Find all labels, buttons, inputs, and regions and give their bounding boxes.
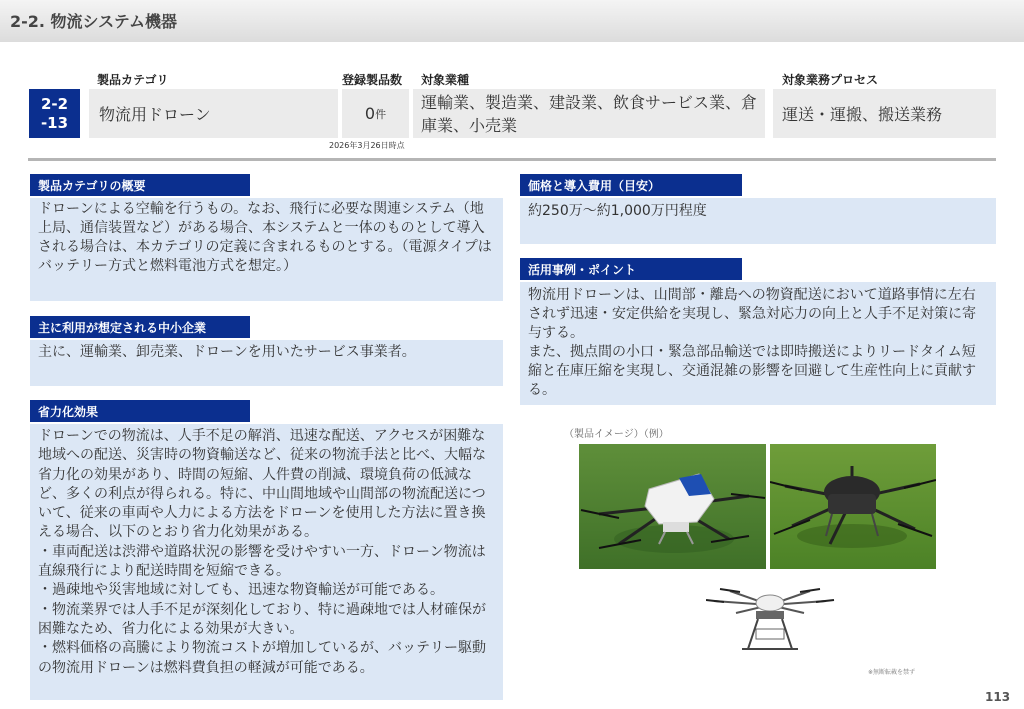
process-cell — [773, 89, 996, 138]
price-heading: 価格と導入費用（目安） — [520, 174, 742, 196]
usage-body: 物流用ドローンは、山間部・離島への物資配送において道路事情に左右されず迅速・安定供給を実現し、緊急対応力の向上と人手不足対策に寄与する。 また、拠点間の小口・緊急部品輸送では即時搬送によりリードタイム短縮と在庫圧縮を実現し、交通混雑の影響を回避して生産性向上に貢献する。 — [520, 282, 996, 405]
divider — [28, 158, 996, 161]
overview-heading: 製品カテゴリの概要 — [30, 174, 250, 196]
labor-saving-heading: 省力化効果 — [30, 400, 250, 422]
category-name — [89, 89, 338, 138]
target-sme-heading: 主に利用が想定される中小企業 — [30, 316, 250, 338]
drone-photo-white — [579, 444, 766, 569]
category-name-text: 物流用ドローン — [99, 105, 211, 124]
page-number: 113 — [985, 690, 1011, 704]
as-of-date: 2026年3月26日時点 — [329, 141, 405, 150]
category-code: 2-2 -13 — [29, 89, 80, 138]
drone-photo-hexacopter — [706, 583, 835, 659]
category-label: 製品カテゴリ — [97, 73, 169, 87]
industry-text: 運輸業、製造業、建設業、飲食サービス業、倉庫業、小売業 — [421, 92, 758, 135]
overview-body: ドローンによる空輸を行うもの。なお、飛行に必要な関連システム（地上局、通信装置など）がある場合、本システムと一体のものとして導入される場合は、本カテゴリの定義に含まれるものとする。（電源タイプはバッテリー方式と燃料電池方式を想定。） — [30, 198, 503, 301]
target-sme-body: 主に、運輸業、卸売業、ドローンを用いたサービス事業者。 — [30, 340, 503, 386]
copyright-note: ※無断転載を禁ず — [868, 669, 916, 676]
registered-count-number: 0 — [364, 104, 376, 123]
page-title: 2-2. 物流システム機器 — [10, 12, 177, 31]
labor-saving-body: ドローンでの物流は、人手不足の解消、迅速な配送、アクセスが困難な地域への配送、災害時の物資輸送など、従来の物流手法と比べ、大幅な省力化の効果があり、時間の短縮、人件費の削減、環境負荷の低減など、多くの利点が得られる。特に、中山間地域や山間部の物流配送について、従来の車両や人力による方法をドローンを使用した方法に置き換える場合、以下のとおり省力化効果がある。 ・車両配送は渋滞や道路状況の影響を受けやすい一方、ドローン物流は直線飛行により配送時間を短縮できる。 ・過疎地や災害地域に対しても、迅速な物資輸送が可能である。 ・物流業界では人手不足が深刻化しており、特に過疎地では人材確保が困難なため、省力化による効果が大きい。 ・燃料価格の高騰により物流コストが増加しているが、バッテリー駆動の物流用ドローンは燃料費負担の軽減が可能である。 — [30, 424, 503, 700]
process-label: 対象業務プロセス — [782, 73, 879, 87]
image-caption: （製品イメージ）（例） — [564, 429, 669, 440]
header-bar — [0, 0, 1024, 42]
price-body: 約250万～約1,000万円程度 — [520, 198, 996, 244]
usage-heading: 活用事例・ポイント — [520, 258, 742, 280]
registered-label: 登録製品数 — [342, 73, 403, 87]
registered-count-unit: 件 — [375, 107, 387, 121]
registered-count — [342, 89, 409, 138]
industry-cell — [413, 89, 765, 138]
drone-photo-black — [770, 444, 936, 569]
process-text: 運送・運搬、搬送業務 — [782, 105, 943, 124]
industry-label: 対象業種 — [421, 73, 470, 87]
